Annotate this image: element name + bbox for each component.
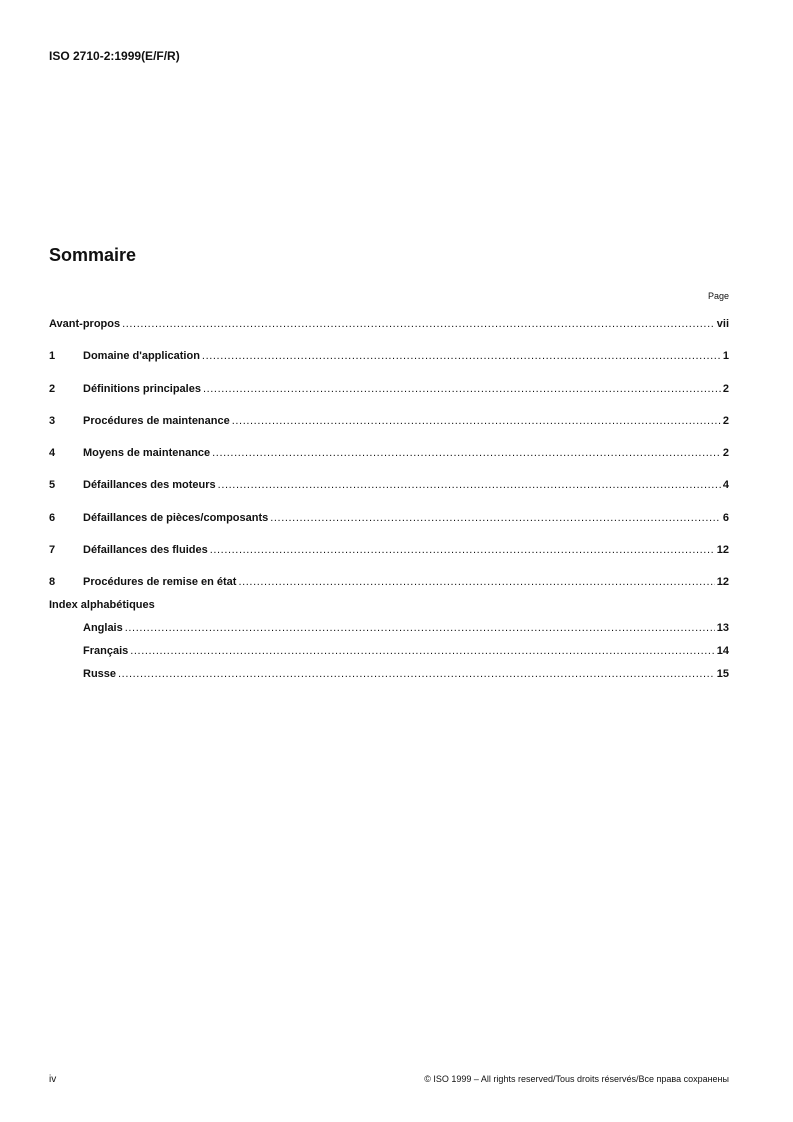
toc-entry-number: 3	[49, 415, 56, 427]
toc-entry-number: 7	[49, 544, 56, 556]
dot-leader	[122, 318, 715, 330]
toc-entry-page: 4	[722, 479, 729, 491]
toc-entry[interactable]	[49, 318, 729, 334]
toc-entry-page: 12	[716, 576, 729, 588]
page-title: Sommaire	[49, 245, 137, 265]
toc-entry-label: Défaillances des moteurs	[83, 479, 216, 491]
index-entry-label: Russe	[83, 668, 117, 680]
index-entry-page: 14	[716, 645, 729, 657]
toc-entry-label: Défaillances de pièces/composants	[83, 512, 269, 524]
toc-entry-page: 2	[722, 447, 729, 459]
toc-entry-number: 2	[49, 383, 56, 395]
dot-leader	[118, 668, 715, 680]
dot-leader	[125, 622, 715, 634]
dot-leader	[202, 350, 721, 362]
toc-entry-label: Moyens de maintenance	[83, 447, 211, 459]
toc-entry-page: 6	[722, 512, 729, 524]
index-entry-label: Français	[83, 645, 129, 657]
toc-entry-page: 12	[716, 544, 729, 556]
toc-entry[interactable]	[49, 383, 729, 399]
toc-entry[interactable]	[49, 447, 729, 463]
page-column-label: Page	[707, 291, 729, 301]
index-entry-label: Anglais	[83, 622, 123, 634]
toc-entry-number: 4	[49, 447, 56, 459]
toc-entry[interactable]	[49, 415, 729, 431]
toc-entry-number: 5	[49, 479, 56, 491]
dot-leader	[232, 415, 721, 427]
index-entry-page: 13	[716, 622, 729, 634]
dot-leader	[212, 447, 721, 459]
dot-leader	[210, 544, 715, 556]
dot-leader	[238, 576, 714, 588]
dot-leader	[203, 383, 721, 395]
toc-entry-page: vii	[716, 318, 729, 330]
toc-entry-number: 6	[49, 512, 56, 524]
toc-entry-label: Domaine d'application	[83, 350, 200, 362]
toc-entry-page: 2	[722, 415, 729, 427]
toc-entry[interactable]	[49, 350, 729, 366]
toc-entry[interactable]	[49, 576, 729, 592]
toc-entry-label: Avant-propos	[49, 318, 121, 330]
toc-entry-number: 1	[49, 350, 56, 362]
dot-leader	[270, 512, 721, 524]
toc-entry-label: Définitions principales	[83, 383, 201, 395]
dot-leader	[130, 645, 715, 657]
index-heading: Index alphabétiques	[49, 599, 155, 611]
toc-entry-label: Procédures de remise en état	[83, 576, 237, 588]
index-entry[interactable]	[49, 622, 729, 638]
toc-entry[interactable]	[49, 512, 729, 528]
toc-entry[interactable]	[49, 544, 729, 560]
document-header: ISO 2710-2:1999(E/F/R)	[49, 49, 180, 63]
toc-entry-label: Procédures de maintenance	[83, 415, 230, 427]
toc-entry[interactable]	[49, 479, 729, 495]
dot-leader	[218, 479, 721, 491]
index-entry[interactable]	[49, 645, 729, 661]
toc-entry-number: 8	[49, 576, 56, 588]
footer-copyright: © ISO 1999 – All rights reserved/Tous droits réservés/Все права сохранены	[424, 1074, 729, 1084]
toc-entry-page: 1	[722, 350, 729, 362]
index-entry-page: 15	[716, 668, 729, 680]
toc-entry-page: 2	[722, 383, 729, 395]
index-entry[interactable]	[49, 668, 729, 684]
toc-entry-label: Défaillances des fluides	[83, 544, 208, 556]
footer-page-number: iv	[49, 1074, 57, 1085]
